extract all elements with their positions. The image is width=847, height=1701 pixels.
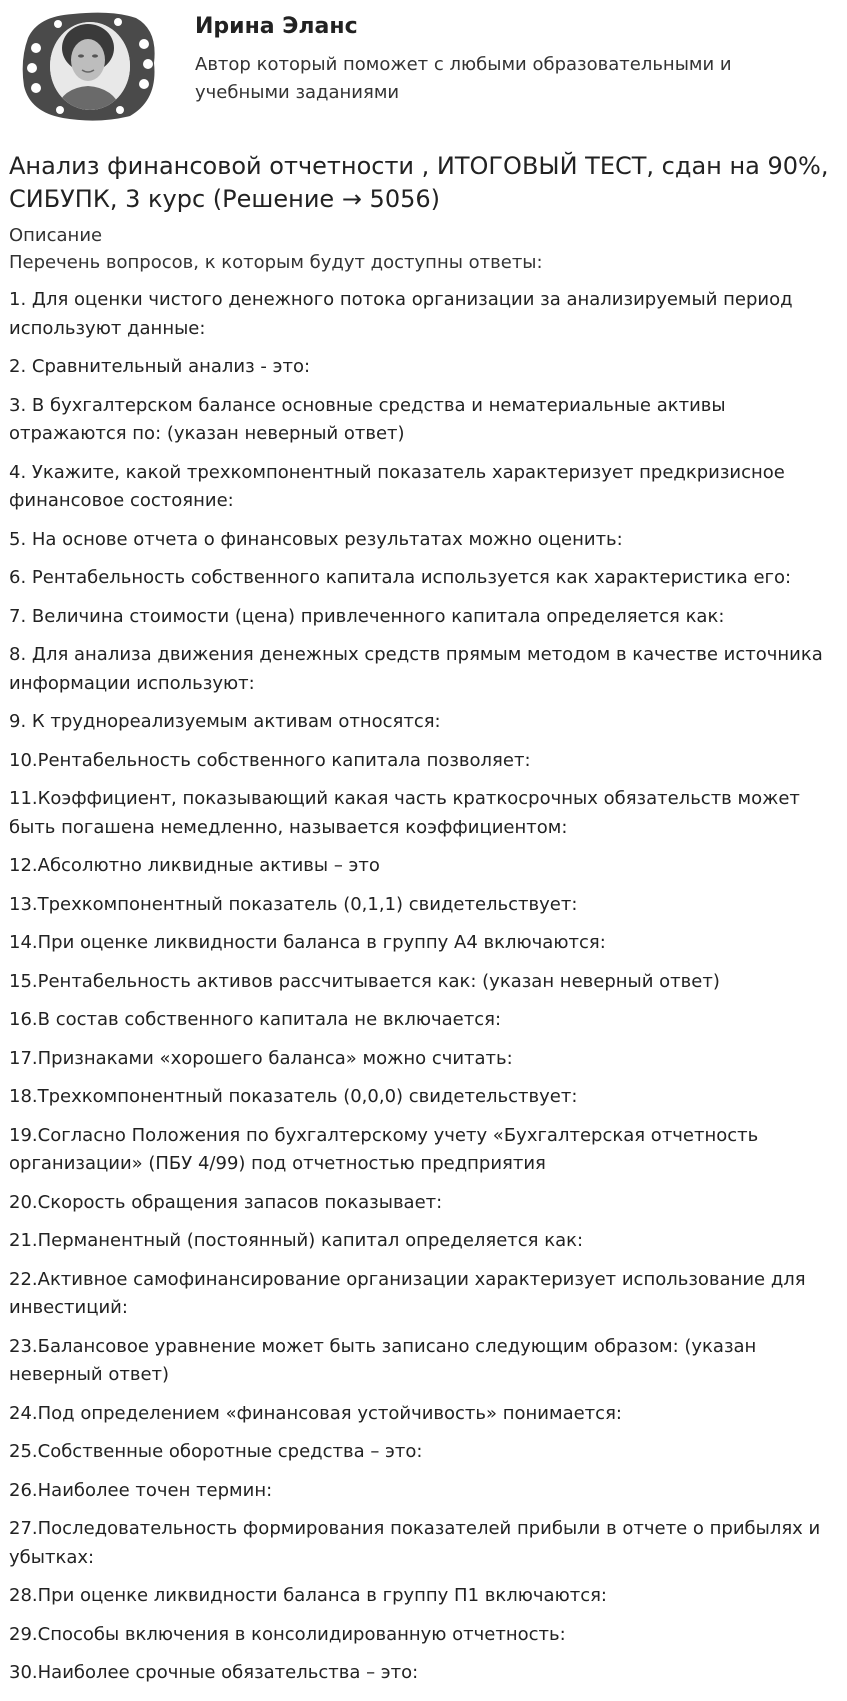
questions-intro: Перечень вопросов, к которым будут доступны ответы: [9, 252, 543, 273]
question-item: 30.Наиболее срочные обязательства – это: [9, 1662, 419, 1683]
question-item: 8. Для анализа движения денежных средств прямым методом в качестве источника информации используют: [9, 644, 823, 694]
question-item: 2. Сравнительный анализ - это: [9, 356, 311, 377]
question-item: 24.Под определением «финансовая устойчивость» понимается: [9, 1402, 622, 1424]
question-item: 1. Для оценки чистого денежного потока организации за анализируемый период используют данные: [9, 289, 793, 339]
question-item: 20.Скорость обращения запасов показывает: [9, 1191, 443, 1213]
question-item: 23.Балансовое уравнение может быть записано следующим образом: (указан неверный ответ) [9, 1335, 757, 1385]
author-card [9, 0, 838, 134]
question-item: 6. Рентабельность собственного капитала используется как характеристика его: [9, 567, 792, 588]
question-item: 26.Наиболее точен термин: [9, 1479, 273, 1501]
question-item: 4. Укажите, какой трехкомпонентный показатель характеризует предкризисное финансовое состояние: [9, 461, 785, 511]
question-item: 15.Рентабельность активов рассчитывается как: (указан неверный ответ) [9, 970, 720, 992]
question-item: 18.Трехкомпонентный показатель (0,0,0) свидетельствует: [9, 1086, 578, 1107]
question-item: 22.Активное самофинансирование организации характеризует использование для инвестиций: [9, 1268, 806, 1318]
question-item: 21.Перманентный (постоянный) капитал определяется как: [9, 1230, 584, 1251]
question-item: 5. На основе отчета о финансовых результатах можно оценить: [9, 528, 623, 550]
questions-list [9, 286, 837, 1688]
author-avatar[interactable] [18, 8, 161, 124]
question-item: 13.Трехкомпонентный показатель (0,1,1) свидетельствует: [9, 893, 578, 915]
question-item: 25.Собственные оборотные средства – это: [9, 1441, 423, 1462]
question-item: 16.В состав собственного капитала не включается: [9, 1009, 502, 1030]
description-label: Описание [9, 225, 103, 246]
question-item: 9. К труднореализуемым активам относятся: [9, 711, 441, 732]
question-item: 11.Коэффициент, показывающий какая часть краткосрочных обязательств может быть погашена немедленно, называется коэффициентом: [9, 788, 800, 838]
question-item: 14.При оценке ликвидности баланса в группу А4 включаются: [9, 932, 606, 953]
question-item: 17.Признаками «хорошего баланса» можно считать: [9, 1047, 513, 1069]
question-item: 19.Согласно Положения по бухгалтерскому учету «Бухгалтерская отчетность организации» (ПБУ 4/99) под отчетностью предприятия [9, 1124, 759, 1174]
work-title: Анализ финансовой отчетности , ИТОГОВЫЙ ТЕСТ, сдан на 90%, СИБУПК, 3 курс (Решение → 5056) [9, 152, 829, 213]
question-item: 7. Величина стоимости (цена) привлеченного капитала определяется как: [9, 605, 725, 627]
question-item: 10.Рентабельность собственного капитала позволяет: [9, 749, 531, 771]
author-name[interactable]: Ирина Эланс [195, 14, 358, 39]
question-item: 3. В бухгалтерском балансе основные средства и нематериальные активы отражаются по: (указан неверный ответ) [9, 394, 726, 444]
question-item: 29.Способы включения в консолидированную отчетность: [9, 1623, 566, 1645]
question-item: 12.Абсолютно ликвидные активы – это [9, 855, 380, 876]
question-item: 27.Последовательность формирования показателей прибыли в отчете о прибылях и убытках: [9, 1518, 821, 1568]
author-description: Автор который поможет с любыми образовательными и учебными заданиями [195, 54, 732, 103]
question-item: 28.При оценке ликвидности баланса в группу П1 включаются: [9, 1585, 607, 1606]
